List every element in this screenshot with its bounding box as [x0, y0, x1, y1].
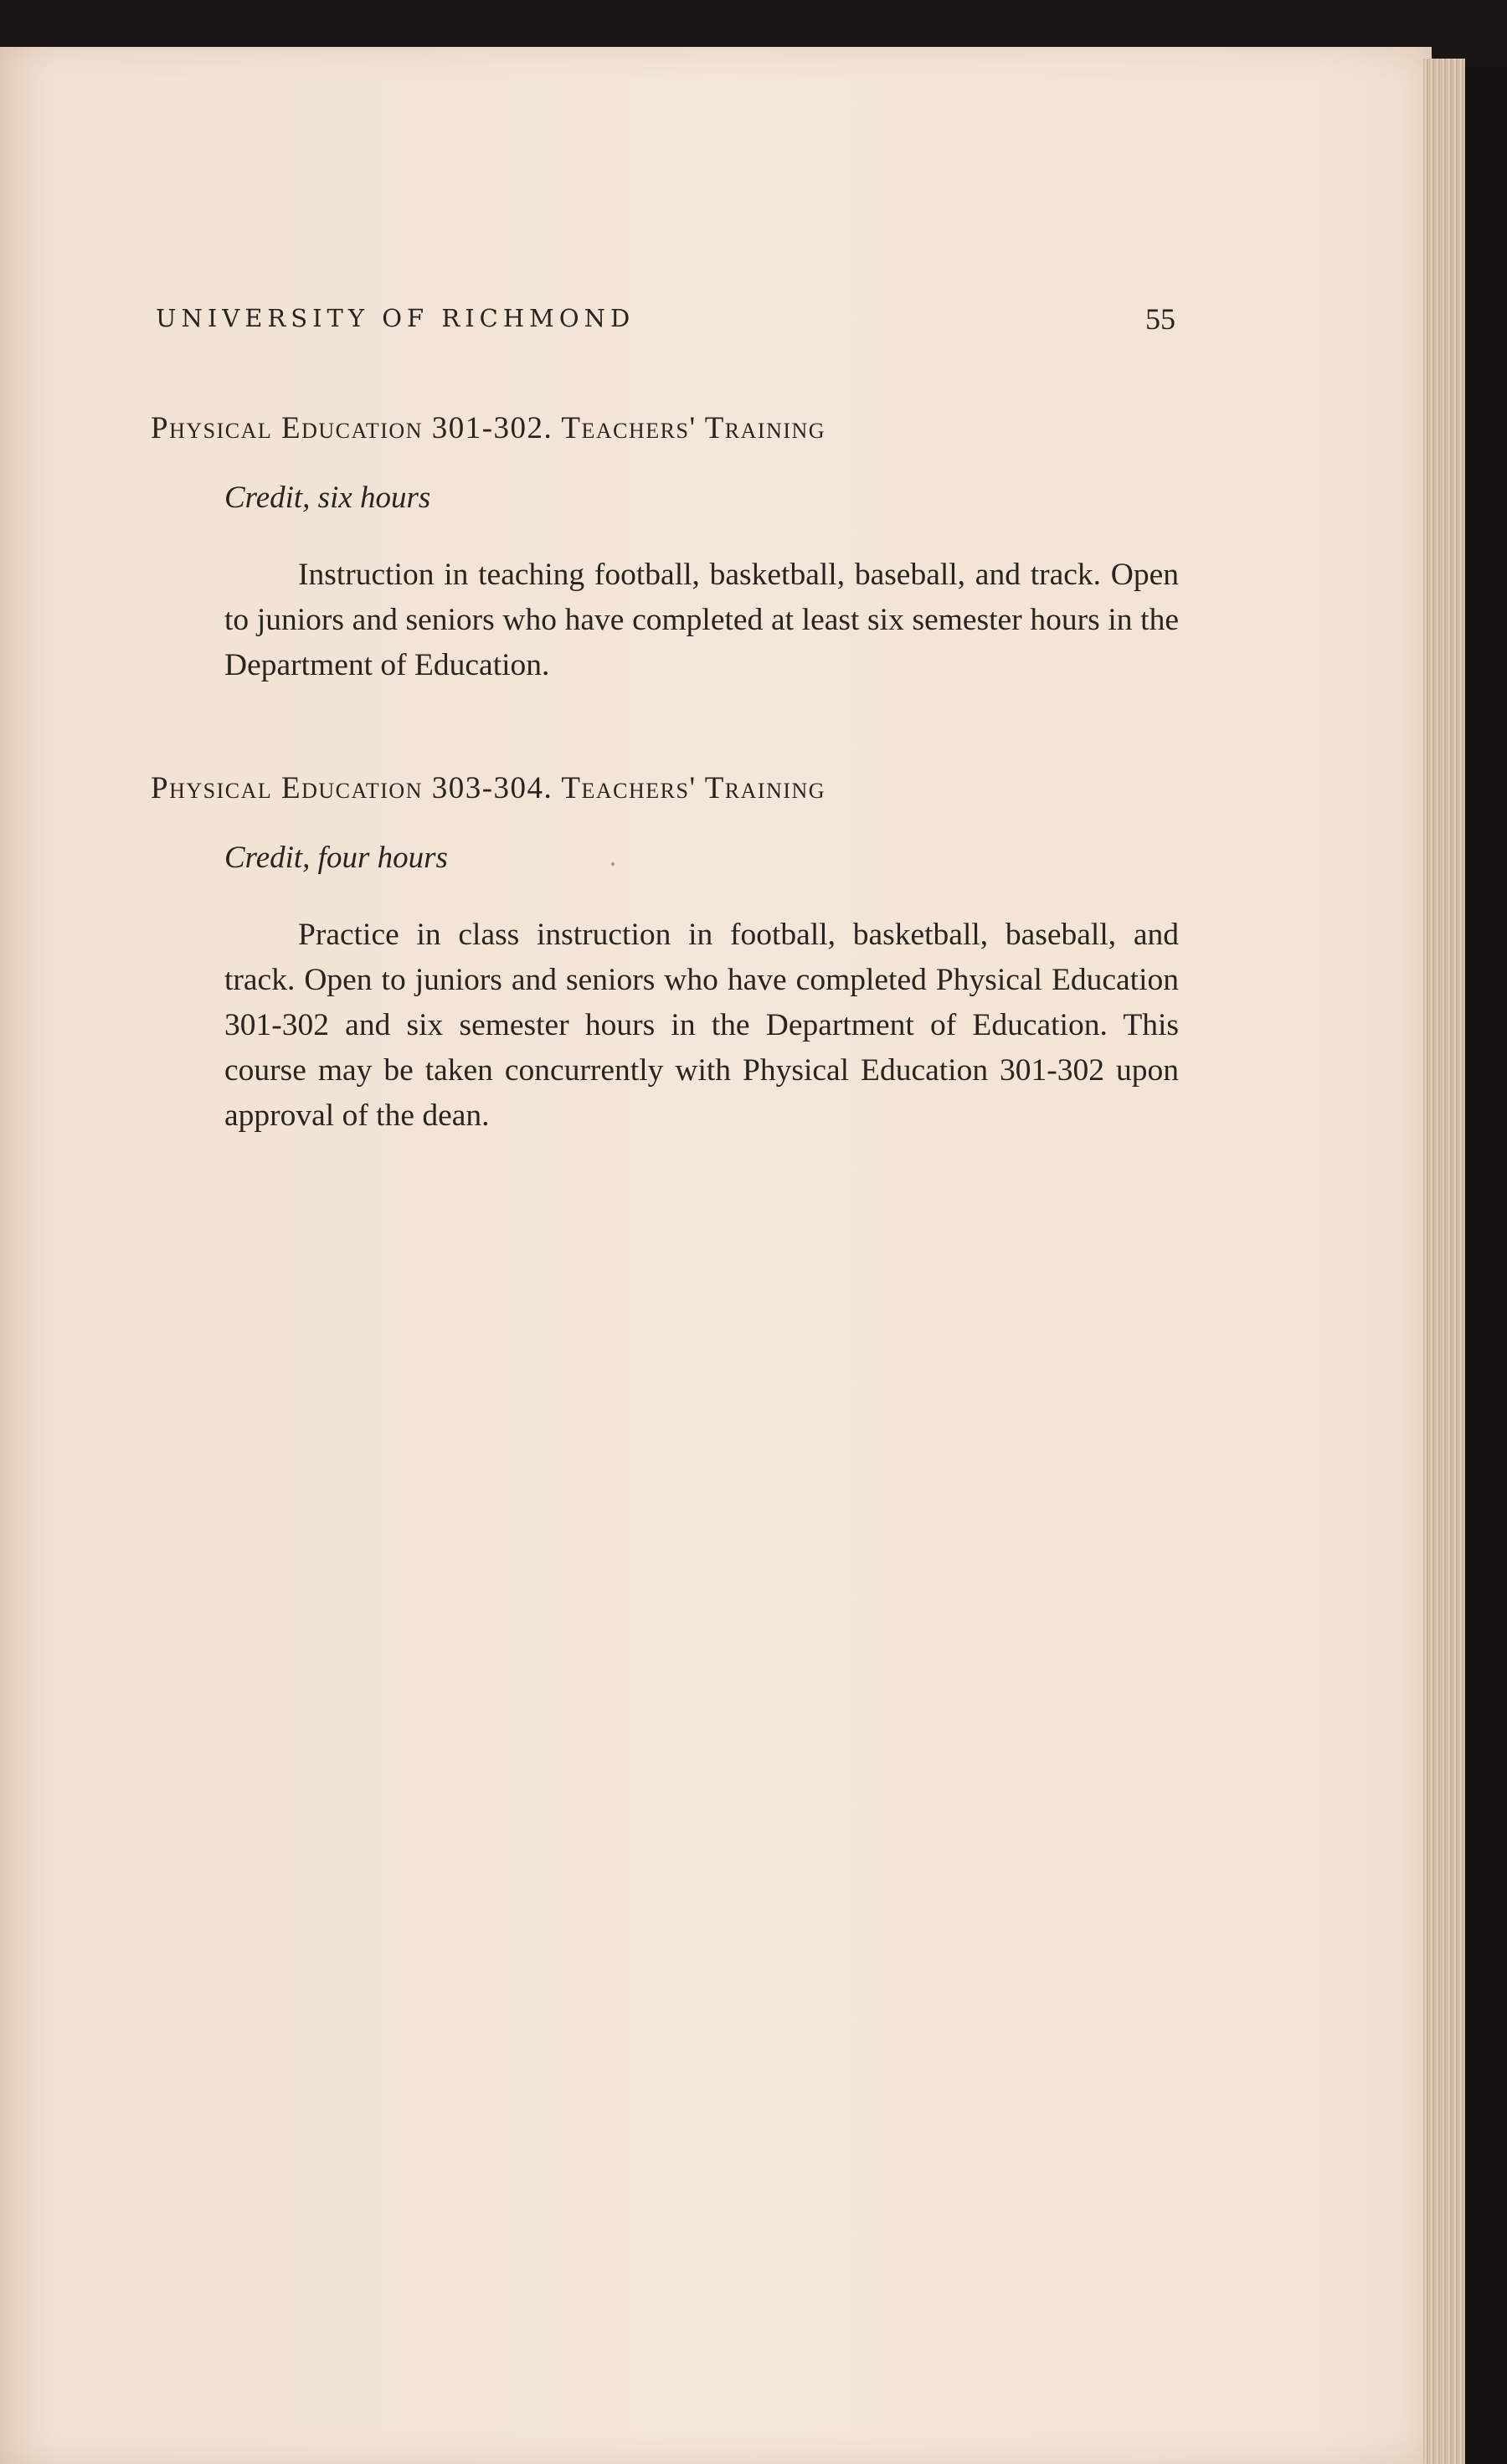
running-head: UNIVERSITY OF RICHMOND: [156, 304, 635, 332]
course-credit: Credit, four hours: [224, 841, 448, 875]
page-edges: [1423, 59, 1465, 2464]
course-description: Practice in class instruction in football, basketball, baseball, and track. Open to juniors and seniors who have completed Physical Education 301-302 and six semester hours in the Department of Education. This course may be taken concurrently with Physical Education 301-302 upon approval of the dean.: [224, 918, 1179, 1133]
background-edge: [1465, 67, 1507, 2464]
paper-speck: [611, 862, 615, 866]
page-number: 55: [1145, 302, 1175, 336]
course-title: Physical Education 301-302. Teachers' Training: [151, 411, 826, 445]
course-title: Physical Education 303-304. Teachers' Training: [151, 771, 826, 805]
course-description: Instruction in teaching football, basketball, baseball, and track. Open to juniors and seniors who have completed at least six semester hours in the Department of Education.: [224, 558, 1179, 682]
course-credit: Credit, six hours: [224, 481, 431, 515]
